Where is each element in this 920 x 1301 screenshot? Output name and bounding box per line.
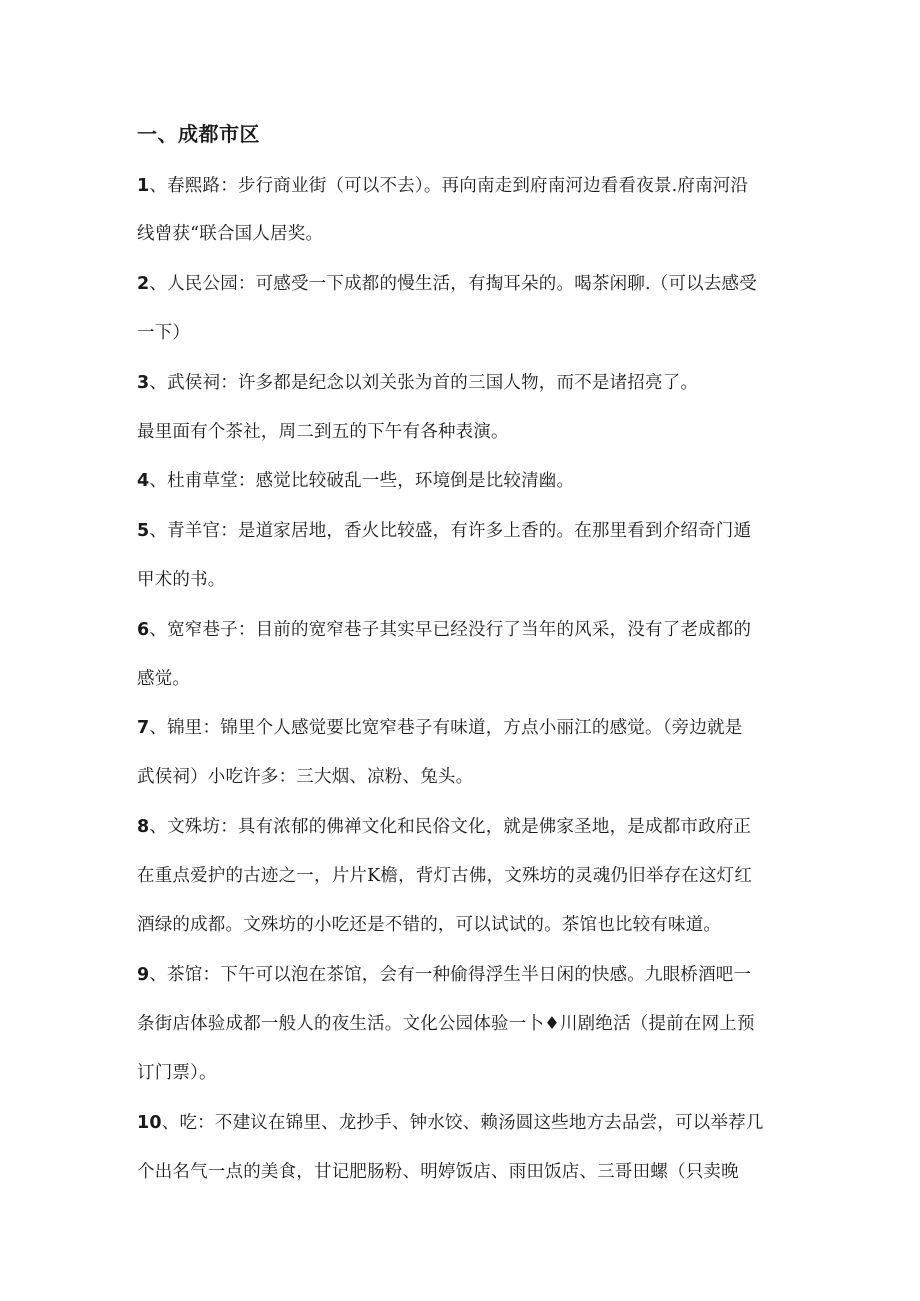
item-number: 5 xyxy=(137,521,150,541)
list-item-7-line-2: 武侯祠）小吃许多：三大烟、凉粉、兔头。 xyxy=(137,767,474,787)
list-item-10-line-2: 个出名气一点的美食，甘记肥肠粉、明婷饭店、雨田饭店、三哥田螺（只卖晚 xyxy=(137,1162,739,1182)
list-item-2-line-1: 2、人民公园：可感受一下成都的慢生活，有掏耳朵的。喝茶闲聊.（可以去感受 xyxy=(137,274,757,294)
item-number: 7 xyxy=(137,718,150,738)
item-number: 4 xyxy=(137,471,150,491)
list-item-2-line-2: 一下） xyxy=(137,323,191,343)
item-number: 10 xyxy=(137,1113,162,1133)
list-item-5-line-2: 甲术的书。 xyxy=(137,570,226,590)
list-item-6-line-1: 6、宽窄巷子：目前的宽窄巷子其实早已经没行了当年的风采，没有了老成都的 xyxy=(137,620,752,640)
item-text: 文殊坊：具有浓郁的佛禅文化和民俗文化，就是佛家圣地，是成都市政府正 xyxy=(167,817,752,837)
list-item-3-line-2: 最里面有个茶社，周二到五的下午有各种表演。 xyxy=(137,422,509,442)
list-item-5-line-1: 5、青羊官：是道家居地，香火比较盛，有许多上香的。在那里看到介绍奇门遁 xyxy=(137,521,752,541)
item-text: 人民公园：可感受一下成都的慢生活，有掏耳朵的。喝茶闲聊.（可以去感受 xyxy=(167,274,757,294)
list-item-7-line-1: 7、锦里：锦里个人感觉要比宽窄巷子有味道，方点小丽江的感觉。（旁边就是 xyxy=(137,718,743,738)
item-text: 青羊官：是道家居地，香火比较盛，有许多上香的。在那里看到介绍奇门遁 xyxy=(167,521,752,541)
item-text: 锦里：锦里个人感觉要比宽窄巷子有味道，方点小丽江的感觉。（旁边就是 xyxy=(167,718,743,738)
item-text: 宽窄巷子：目前的宽窄巷子其实早已经没行了当年的风采，没有了老成都的 xyxy=(167,620,752,640)
list-item-8-line-3: 酒绿的成都。文殊坊的小吃还是不错的，可以试试的。茶馆也比较有味道。 xyxy=(137,915,722,935)
item-text: 吃：不建议在锦里、龙抄手、钟水饺、赖汤圆这些地方去品尝，可以举荐几 xyxy=(179,1113,764,1133)
list-item-1-line-1: 1、春熙路：步行商业街（可以不去）。再向南走到府南河边看看夜景.府南河沿 xyxy=(137,176,749,196)
item-number: 3 xyxy=(137,373,150,393)
item-text: 茶馆：下午可以泡在茶馆，会有一种偷得浮生半日闲的快感。九眼桥酒吧一 xyxy=(167,965,752,985)
item-number: 9 xyxy=(137,965,150,985)
list-item-4-line-1: 4、杜甫草堂：感觉比较破乱一些，环境倒是比较清幽。 xyxy=(137,471,575,491)
item-number: 6 xyxy=(137,620,150,640)
list-item-9-line-2: 条街店体验成都一般人的夜生活。文化公园体验一卜♦川剧绝活（提前在网上预 xyxy=(137,1014,755,1034)
list-item-6-line-2: 感觉。 xyxy=(137,669,191,689)
section-heading: 一、成都市区 xyxy=(137,122,260,146)
item-text: 杜甫草堂：感觉比较破乱一些，环境倒是比较清幽。 xyxy=(167,471,575,491)
list-item-10-line-1: 10、吃：不建议在锦里、龙抄手、钟水饺、赖汤圆这些地方去品尝，可以举荐几 xyxy=(137,1113,764,1133)
list-item-9-line-1: 9、茶馆：下午可以泡在茶馆，会有一种偷得浮生半日闲的快感。九眼桥酒吧一 xyxy=(137,965,752,985)
item-number: 2 xyxy=(137,274,150,294)
list-item-3-line-1: 3、武侯祠：许多都是纪念以刘关张为首的三国人物，而不是诸招亮了。 xyxy=(137,373,699,393)
item-text: 武侯祠：许多都是纪念以刘关张为首的三国人物，而不是诸招亮了。 xyxy=(167,373,699,393)
list-item-9-line-3: 订门票）。 xyxy=(137,1063,217,1083)
item-text: 春熙路：步行商业街（可以不去）。再向南走到府南河边看看夜景.府南河沿 xyxy=(167,176,749,196)
item-number: 8 xyxy=(137,817,150,837)
item-number: 1 xyxy=(137,176,150,196)
list-item-8-line-2: 在重点爱护的古迹之一，片片K檐，背灯古佛，文殊坊的灵魂仍旧举存在这灯红 xyxy=(137,866,753,886)
list-item-1-line-2: 线曾获“联合国人居奖。 xyxy=(137,224,324,244)
list-item-8-line-1: 8、文殊坊：具有浓郁的佛禅文化和民俗文化，就是佛家圣地，是成都市政府正 xyxy=(137,817,752,837)
